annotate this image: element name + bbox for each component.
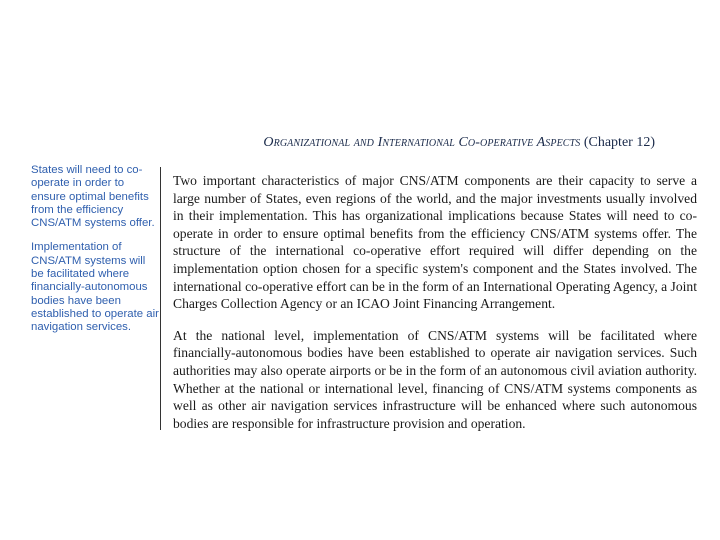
margin-note: Implementation of CNS/ATM systems will be facilitated where financially-autonomous bodies have been established to operate air navigation services. (31, 241, 159, 334)
body-paragraph: At the national level, implementation of CNS/ATM systems will be facilitated where financially-autonomous bodies have been established to operate air navigation services. Such authorities may also operate airports or be in the form of an autonomous civil aviation authority. Whether at the national or international level, financing of CNS/ATM systems components as well as other air navigation services infrastructure will be enhanced where such autonomous bodies are responsible for infrastructure provision and operation. (173, 327, 697, 431)
body-paragraph: Two important characteristics of major CNS/ATM components are their capacity to serve a large number of States, even regions of the world, and the major investments usually involved in their implementation. This has organizational implications because States will need to co-operate in order to ensure optimal benefits from the efficiency CNS/ATM systems offer. The structure of the international co-operative effort required will differ depending on the implementation option chosen for a specific system's component and the States involved. The international co-operative effort can be in the form of an International Operating Agency, a Joint Charges Collection Agency or an ICAO Joint Financing Arrangement. (173, 173, 697, 312)
section-heading (0, 135, 655, 151)
chapter-reference: (Chapter 12) (583, 135, 655, 150)
margin-notes (31, 164, 159, 346)
margin-note: States will need to co-operate in order to ensure optimal benefits from the efficiency CNS/ATM systems offer. (31, 164, 155, 230)
column-divider (160, 167, 161, 430)
main-text (173, 172, 697, 446)
section-title: Organizational and International Co-operative Aspects (263, 135, 581, 150)
